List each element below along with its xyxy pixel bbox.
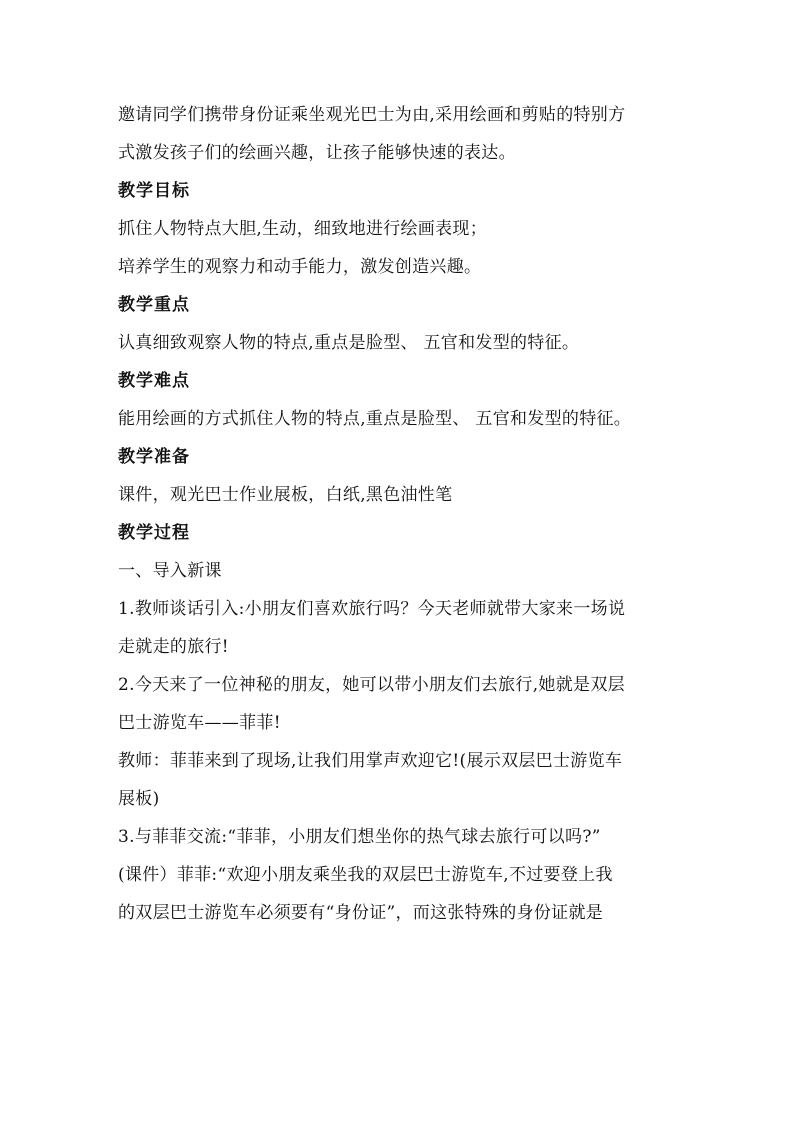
document-page [118, 96, 678, 932]
process-line-8: 3.与菲菲交流:“菲菲，小朋友们想坐你的热气球去旅行可以吗?” [118, 827, 601, 847]
section-heading-process: 教学过程 [118, 523, 190, 543]
key-points-line-1: 认真细致观察人物的特点,重点是脸型、 五官和发型的特征。 [118, 333, 580, 353]
intro-line-2: 式激发孩子们的绘画兴趣，让孩子能够快速的表达。 [118, 143, 516, 163]
process-line-7: 展板) [118, 789, 160, 809]
process-line-4: 2.今天来了一位神秘的朋友，她可以带小朋友们去旅行,她就是双层 [118, 675, 625, 695]
process-line-6: 教师：菲菲来到了现场,让我们用掌声欢迎它!(展示双层巴士游览车 [118, 751, 623, 771]
process-line-9: (课件）菲菲:“欢迎小朋友乘坐我的双层巴士游览车,不过要登上我 [118, 865, 613, 885]
process-line-2: 1.教师谈话引入:小朋友们喜欢旅行吗？今天老师就带大家来一场说 [118, 599, 626, 619]
section-heading-key-points: 教学重点 [118, 295, 190, 315]
process-line-5: 巴士游览车——菲菲! [118, 713, 281, 733]
section-heading-difficulties: 教学难点 [118, 371, 190, 391]
preparation-line-1: 课件，观光巴士作业展板，白纸,黑色油性笔 [118, 485, 453, 505]
section-heading-objectives: 教学目标 [118, 181, 190, 201]
process-line-10: 的双层巴士游览车必须要有“身份证”，而这张特殊的身份证就是 [118, 903, 604, 923]
process-line-3: 走就走的旅行! [118, 637, 229, 657]
difficulties-line-1: 能用绘画的方式抓住人物的特点,重点是脸型、 五官和发型的特征。 [118, 409, 632, 429]
objectives-line-2: 培养学生的观察力和动手能力，激发创造兴趣。 [118, 257, 482, 277]
objectives-line-1: 抓住人物特点大胆,生动，细致地进行绘画表现； [118, 219, 488, 239]
section-heading-preparation: 教学准备 [118, 447, 190, 467]
process-line-1: 一、导入新课 [118, 561, 222, 581]
intro-line-1: 邀请同学们携带身份证乘坐观光巴士为由,采用绘画和剪贴的特别方 [118, 105, 626, 125]
